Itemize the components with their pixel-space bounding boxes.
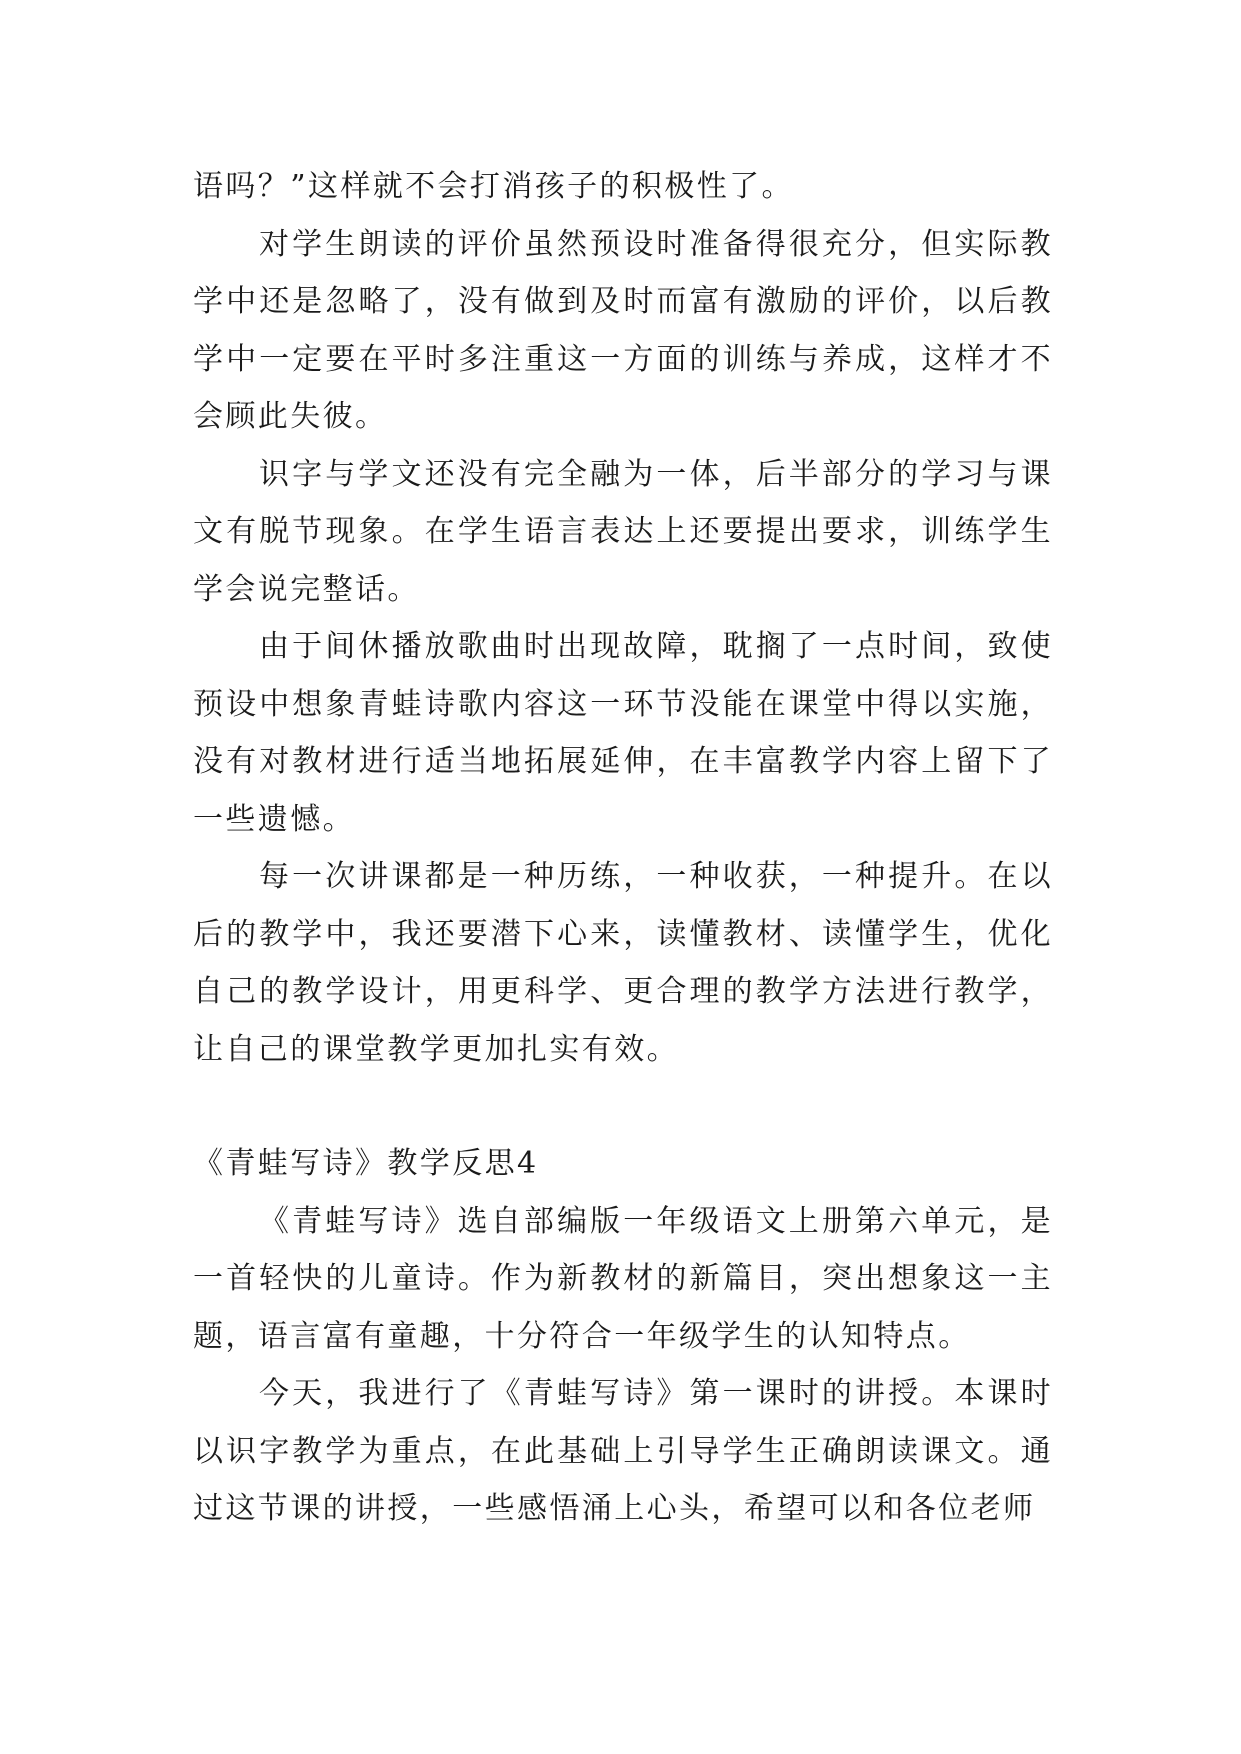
paragraph-lesson-today: 今天，我进行了《青蛙写诗》第一课时的讲授。本课时以识字教学为重点，在此基础上引导学生正确朗读课文。通过这节课的讲授，一些感悟涌上心头，希望可以和各位老师: [193, 1376, 1053, 1526]
paragraph-time-delay: 由于间休播放歌曲时出现故障，耽搁了一点时间，致使预设中想象青蛙诗歌内容这一环节没能在课堂中得以实施，没有对教材进行适当地拓展延伸，在丰富教学内容上留下了一些遗憾。: [193, 629, 1053, 837]
paragraph-continuation: 语吗？”这样就不会打消孩子的积极性了。: [193, 169, 794, 204]
document-page: [193, 158, 1053, 1538]
section-title: 《青蛙写诗》教学反思4: [193, 1146, 539, 1181]
paragraph-lesson-intro: 《青蛙写诗》选自部编版一年级语文上册第六单元，是一首轻快的儿童诗。作为新教材的新篇目，突出想象这一主题，语言富有童趣，十分符合一年级学生的认知特点。: [193, 1203, 1053, 1354]
paragraph-literacy-integration: 识字与学文还没有完全融为一体，后半部分的学习与课文有脱节现象。在学生语言表达上还要提出要求，训练学生学会说完整话。: [193, 456, 1053, 607]
paragraph-reading-evaluation: 对学生朗读的评价虽然预设时准备得很充分，但实际教学中还是忽略了，没有做到及时而富有激励的评价，以后教学中一定要在平时多注重这一方面的训练与养成，这样才不会顾此失彼。: [193, 226, 1053, 434]
paragraph-conclusion: 每一次讲课都是一种历练，一种收获，一种提升。在以后的教学中，我还要潜下心来，读懂教材、读懂学生，优化自己的教学设计，用更科学、更合理的教学方法进行教学，让自己的课堂教学更加扎实有效。: [193, 859, 1053, 1067]
